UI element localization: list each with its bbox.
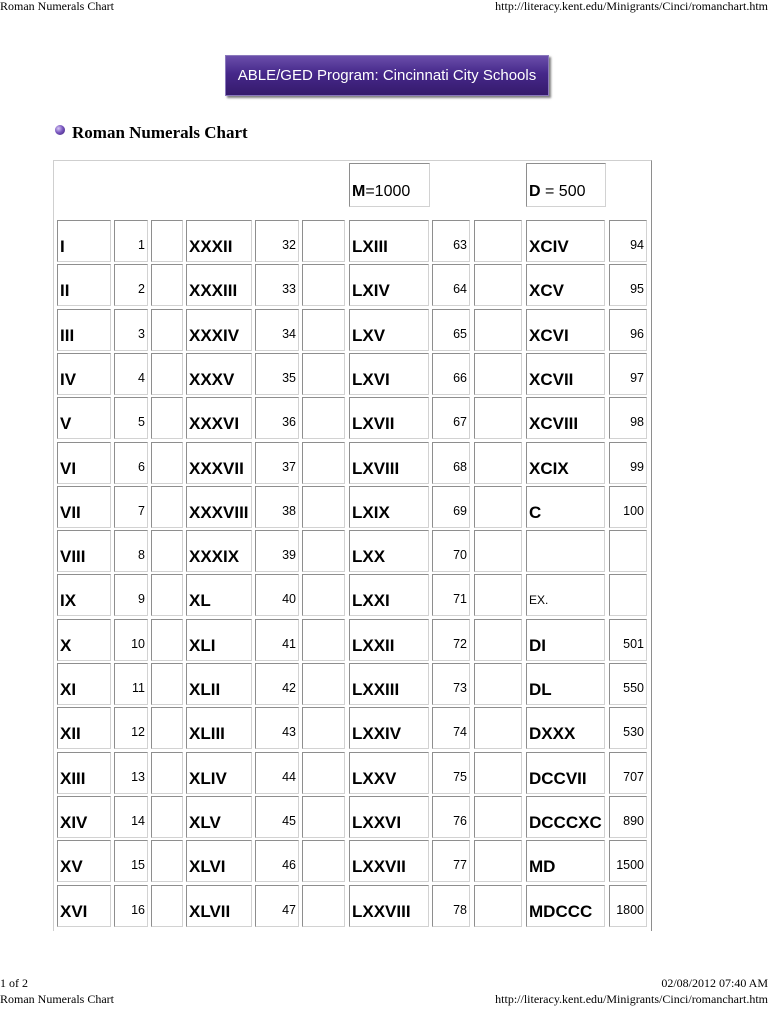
spacer-cell bbox=[302, 486, 345, 528]
m-symbol: M bbox=[352, 183, 366, 200]
numeral-cell: XXXIII bbox=[186, 264, 252, 306]
spacer-cell bbox=[474, 752, 522, 794]
value-cell: 94 bbox=[609, 220, 647, 262]
value-cell: 10 bbox=[114, 619, 148, 661]
print-footer-page: 1 of 2 bbox=[0, 976, 28, 990]
numeral-cell: XLVII bbox=[186, 885, 252, 927]
value-cell: 12 bbox=[114, 707, 148, 749]
numeral-cell: LXX bbox=[349, 530, 429, 572]
numeral-cell: XXXIV bbox=[186, 309, 252, 351]
value-cell: 9 bbox=[114, 574, 148, 616]
value-cell: 43 bbox=[255, 707, 299, 749]
numeral-cell: LXVII bbox=[349, 397, 429, 439]
value-cell: 550 bbox=[609, 663, 647, 705]
value-cell: 1500 bbox=[609, 840, 647, 882]
numeral-cell: XCV bbox=[526, 264, 605, 306]
value-cell: 95 bbox=[609, 264, 647, 306]
numeral-cell: XLVI bbox=[186, 840, 252, 882]
value-cell: 14 bbox=[114, 796, 148, 838]
m-value: =1000 bbox=[365, 183, 411, 200]
spacer-cell bbox=[151, 619, 183, 661]
spacer-cell bbox=[302, 442, 345, 484]
spacer-cell bbox=[302, 220, 345, 262]
numeral-cell: XCIX bbox=[526, 442, 605, 484]
spacer-cell bbox=[151, 707, 183, 749]
value-cell: 15 bbox=[114, 840, 148, 882]
value-cell bbox=[609, 574, 647, 616]
value-cell: 37 bbox=[255, 442, 299, 484]
spacer-cell bbox=[474, 663, 522, 705]
spacer-cell bbox=[302, 353, 345, 395]
value-cell: 44 bbox=[255, 752, 299, 794]
value-cell: 501 bbox=[609, 619, 647, 661]
numeral-cell: LXVI bbox=[349, 353, 429, 395]
value-cell: 5 bbox=[114, 397, 148, 439]
numeral-cell: VII bbox=[57, 486, 111, 528]
spacer-cell bbox=[151, 752, 183, 794]
numeral-cell: LXVIII bbox=[349, 442, 429, 484]
numeral-cell: XLI bbox=[186, 619, 252, 661]
numeral-cell: XI bbox=[57, 663, 111, 705]
spacer-cell bbox=[151, 309, 183, 351]
spacer-cell bbox=[474, 353, 522, 395]
value-cell: 32 bbox=[255, 220, 299, 262]
print-header-url: http://literacy.kent.edu/Minigrants/Cinci/romanchart.htm bbox=[495, 0, 768, 13]
spacer-cell bbox=[302, 574, 345, 616]
spacer-cell bbox=[302, 264, 345, 306]
numeral-cell: XL bbox=[186, 574, 252, 616]
value-cell bbox=[609, 530, 647, 572]
purple-sphere-bullet-icon bbox=[55, 125, 65, 135]
numeral-cell: LXXVII bbox=[349, 840, 429, 882]
numeral-cell: X bbox=[57, 619, 111, 661]
numeral-cell: LXIX bbox=[349, 486, 429, 528]
numeral-cell: XIV bbox=[57, 796, 111, 838]
spacer-cell bbox=[474, 309, 522, 351]
value-cell: 46 bbox=[255, 840, 299, 882]
numeral-cell: XLIII bbox=[186, 707, 252, 749]
numeral-cell: DXXX bbox=[526, 707, 605, 749]
numeral-cell: C bbox=[526, 486, 605, 528]
spacer-cell bbox=[302, 397, 345, 439]
example-label-cell: EX. bbox=[526, 574, 605, 616]
spacer-cell bbox=[151, 796, 183, 838]
numeral-cell: XXXVI bbox=[186, 397, 252, 439]
spacer-cell bbox=[302, 530, 345, 572]
numeral-cell: VI bbox=[57, 442, 111, 484]
spacer-cell bbox=[302, 796, 345, 838]
numeral-cell: LXXV bbox=[349, 752, 429, 794]
value-cell: 100 bbox=[609, 486, 647, 528]
numeral-cell: XLII bbox=[186, 663, 252, 705]
spacer-cell bbox=[151, 530, 183, 572]
numeral-cell: MDCCC bbox=[526, 885, 605, 927]
value-cell: 68 bbox=[432, 442, 470, 484]
value-cell: 6 bbox=[114, 442, 148, 484]
numeral-cell: XIII bbox=[57, 752, 111, 794]
value-cell: 36 bbox=[255, 397, 299, 439]
value-cell: 72 bbox=[432, 619, 470, 661]
spacer-cell bbox=[474, 486, 522, 528]
spacer-cell bbox=[474, 220, 522, 262]
value-cell: 33 bbox=[255, 264, 299, 306]
value-cell: 67 bbox=[432, 397, 470, 439]
d-value: = 500 bbox=[540, 183, 586, 200]
value-cell: 41 bbox=[255, 619, 299, 661]
spacer-cell bbox=[474, 840, 522, 882]
five-hundred-key-cell bbox=[526, 163, 606, 207]
numeral-cell: XCVIII bbox=[526, 397, 605, 439]
spacer-cell bbox=[151, 264, 183, 306]
value-cell: 1 bbox=[114, 220, 148, 262]
numeral-cell: LXIV bbox=[349, 264, 429, 306]
print-footer-datetime: 02/08/2012 07:40 AM bbox=[661, 976, 768, 990]
spacer-cell bbox=[302, 309, 345, 351]
spacer-cell bbox=[151, 353, 183, 395]
value-cell: 98 bbox=[609, 397, 647, 439]
spacer-cell bbox=[474, 397, 522, 439]
d-symbol: D bbox=[529, 183, 541, 200]
numeral-cell: LXV bbox=[349, 309, 429, 351]
value-cell: 13 bbox=[114, 752, 148, 794]
value-cell: 3 bbox=[114, 309, 148, 351]
print-header-title: Roman Numerals Chart bbox=[0, 0, 114, 13]
value-cell: 65 bbox=[432, 309, 470, 351]
program-banner: ABLE/GED Program: Cincinnati City Schools bbox=[225, 55, 549, 96]
value-cell: 74 bbox=[432, 707, 470, 749]
value-cell: 99 bbox=[609, 442, 647, 484]
spacer-cell bbox=[302, 619, 345, 661]
numeral-cell: V bbox=[57, 397, 111, 439]
spacer-cell bbox=[302, 707, 345, 749]
value-cell: 96 bbox=[609, 309, 647, 351]
value-cell: 71 bbox=[432, 574, 470, 616]
value-cell: 77 bbox=[432, 840, 470, 882]
value-cell: 64 bbox=[432, 264, 470, 306]
spacer-cell bbox=[151, 663, 183, 705]
numeral-cell: II bbox=[57, 264, 111, 306]
numeral-cell: LXXIV bbox=[349, 707, 429, 749]
numeral-cell: IV bbox=[57, 353, 111, 395]
value-cell: 16 bbox=[114, 885, 148, 927]
spacer-cell bbox=[151, 840, 183, 882]
value-cell: 35 bbox=[255, 353, 299, 395]
spacer-cell bbox=[474, 442, 522, 484]
spacer-cell bbox=[474, 574, 522, 616]
numeral-cell: XCIV bbox=[526, 220, 605, 262]
numeral-cell: XXXVIII bbox=[186, 486, 252, 528]
print-footer-url: http://literacy.kent.edu/Minigrants/Cinci/romanchart.htm bbox=[495, 992, 768, 1006]
thousand-key-cell bbox=[349, 163, 430, 207]
numeral-cell: XCVI bbox=[526, 309, 605, 351]
value-cell: 76 bbox=[432, 796, 470, 838]
value-cell: 70 bbox=[432, 530, 470, 572]
numeral-cell: XLIV bbox=[186, 752, 252, 794]
numeral-cell: XCVII bbox=[526, 353, 605, 395]
value-cell: 11 bbox=[114, 663, 148, 705]
numeral-cell: LXXII bbox=[349, 619, 429, 661]
numeral-cell: III bbox=[57, 309, 111, 351]
numeral-cell: LXXVI bbox=[349, 796, 429, 838]
value-cell: 707 bbox=[609, 752, 647, 794]
value-cell: 78 bbox=[432, 885, 470, 927]
numeral-cell: XXXV bbox=[186, 353, 252, 395]
spacer-cell bbox=[474, 264, 522, 306]
numeral-cell: XLV bbox=[186, 796, 252, 838]
page-title: Roman Numerals Chart bbox=[72, 123, 248, 142]
value-cell: 39 bbox=[255, 530, 299, 572]
numeral-cell: XXXIX bbox=[186, 530, 252, 572]
numeral-cell: IX bbox=[57, 574, 111, 616]
numeral-cell: DCCCXC bbox=[526, 796, 605, 838]
numeral-cell: LXIII bbox=[349, 220, 429, 262]
spacer-cell bbox=[151, 486, 183, 528]
value-cell: 4 bbox=[114, 353, 148, 395]
value-cell: 75 bbox=[432, 752, 470, 794]
value-cell: 530 bbox=[609, 707, 647, 749]
numeral-cell: XXXVII bbox=[186, 442, 252, 484]
numeral-cell: XII bbox=[57, 707, 111, 749]
numeral-cell: LXXI bbox=[349, 574, 429, 616]
value-cell: 34 bbox=[255, 309, 299, 351]
numeral-cell: LXXVIII bbox=[349, 885, 429, 927]
spacer-cell bbox=[151, 885, 183, 927]
print-footer-title: Roman Numerals Chart bbox=[0, 992, 114, 1006]
numeral-cell: DL bbox=[526, 663, 605, 705]
numeral-cell: MD bbox=[526, 840, 605, 882]
numeral-cell: I bbox=[57, 220, 111, 262]
spacer-cell bbox=[474, 530, 522, 572]
spacer-cell bbox=[302, 663, 345, 705]
spacer-cell bbox=[302, 840, 345, 882]
value-cell: 2 bbox=[114, 264, 148, 306]
value-cell: 66 bbox=[432, 353, 470, 395]
value-cell: 63 bbox=[432, 220, 470, 262]
value-cell: 45 bbox=[255, 796, 299, 838]
spacer-cell bbox=[302, 752, 345, 794]
spacer-cell bbox=[474, 885, 522, 927]
spacer-cell bbox=[151, 574, 183, 616]
numeral-cell: LXXIII bbox=[349, 663, 429, 705]
value-cell: 890 bbox=[609, 796, 647, 838]
numeral-cell: DCCVII bbox=[526, 752, 605, 794]
value-cell: 69 bbox=[432, 486, 470, 528]
value-cell: 7 bbox=[114, 486, 148, 528]
value-cell: 42 bbox=[255, 663, 299, 705]
numeral-cell: VIII bbox=[57, 530, 111, 572]
value-cell: 40 bbox=[255, 574, 299, 616]
numeral-cell: XV bbox=[57, 840, 111, 882]
value-cell: 38 bbox=[255, 486, 299, 528]
numeral-cell: XXXII bbox=[186, 220, 252, 262]
spacer-cell bbox=[151, 442, 183, 484]
spacer-cell bbox=[151, 220, 183, 262]
value-cell: 97 bbox=[609, 353, 647, 395]
value-cell: 47 bbox=[255, 885, 299, 927]
spacer-cell bbox=[474, 619, 522, 661]
value-cell: 8 bbox=[114, 530, 148, 572]
spacer-cell bbox=[474, 796, 522, 838]
spacer-cell bbox=[474, 707, 522, 749]
numeral-cell: XVI bbox=[57, 885, 111, 927]
spacer-cell bbox=[302, 885, 345, 927]
spacer-cell bbox=[151, 397, 183, 439]
value-cell: 1800 bbox=[609, 885, 647, 927]
numeral-cell: DI bbox=[526, 619, 605, 661]
numeral-cell bbox=[526, 530, 605, 572]
value-cell: 73 bbox=[432, 663, 470, 705]
